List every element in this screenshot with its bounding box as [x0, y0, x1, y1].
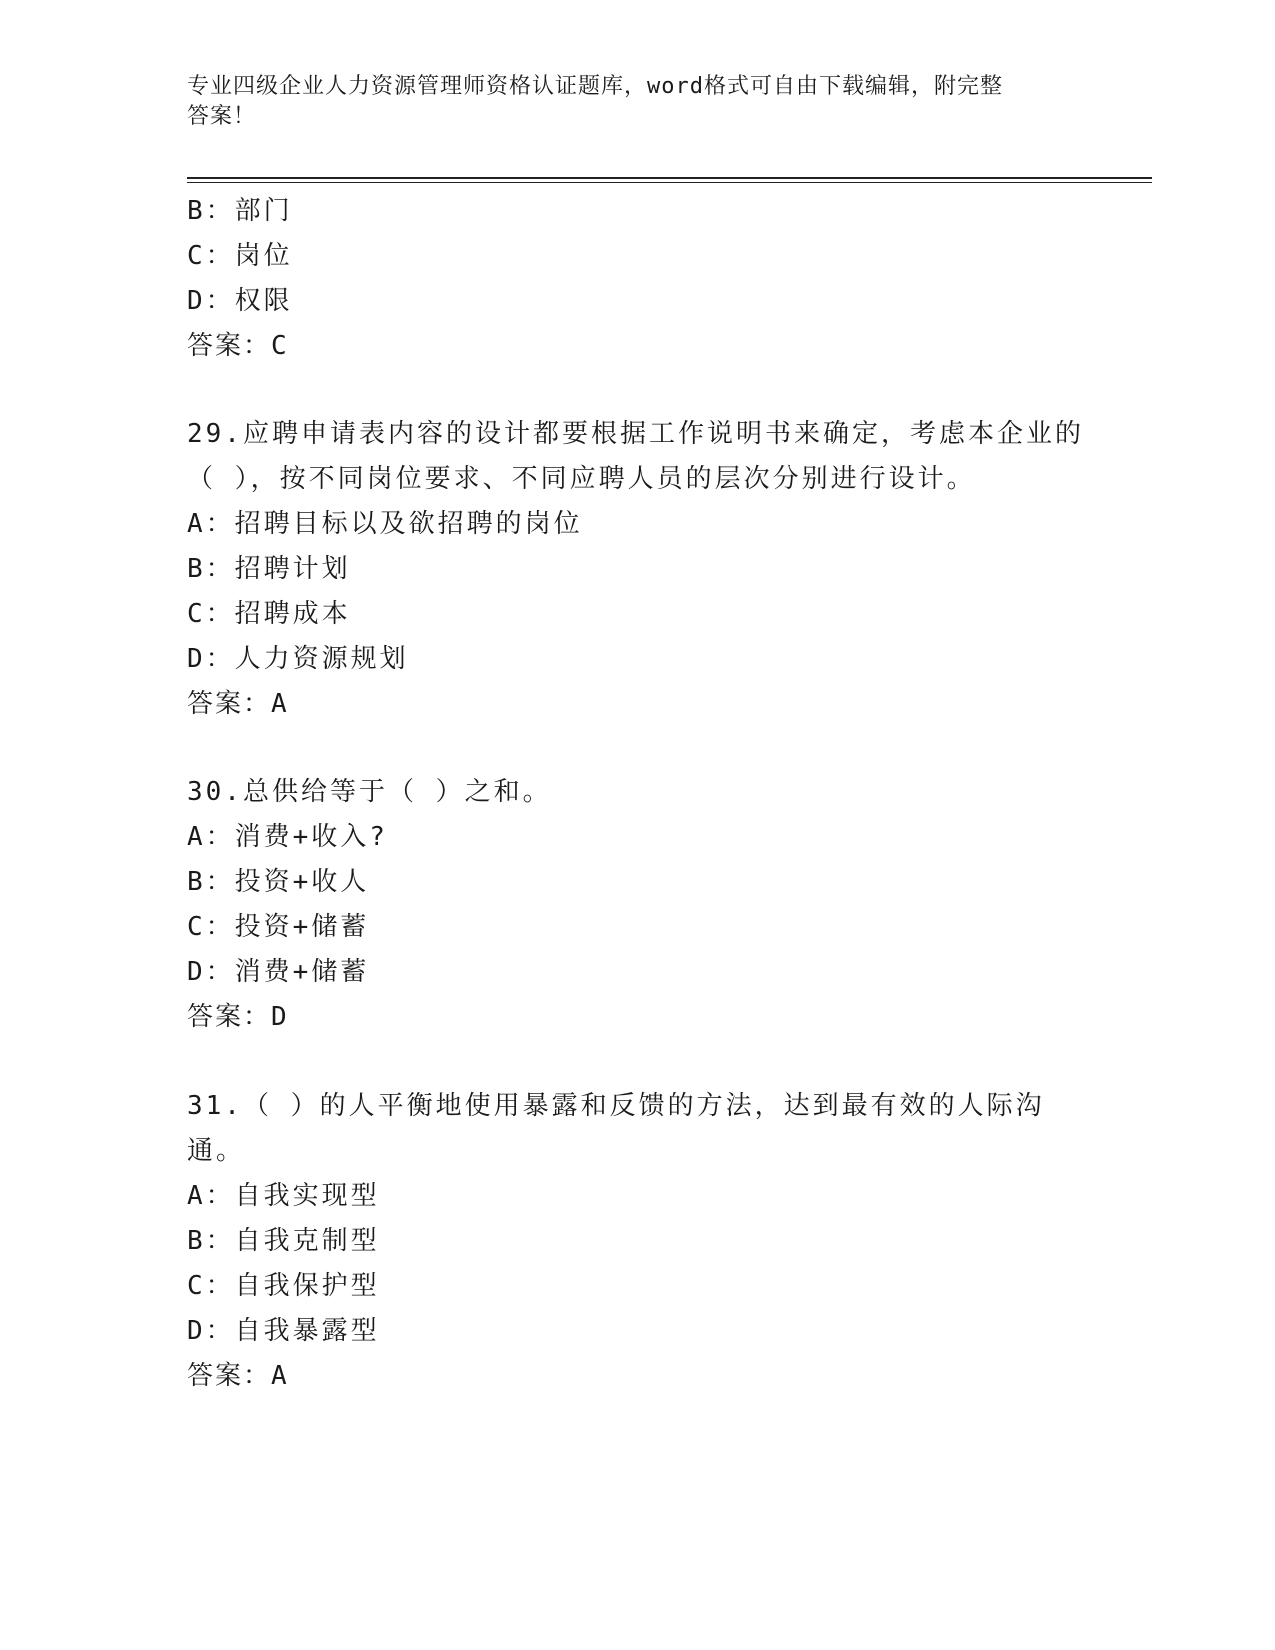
- q31-option-c: C：自我保护型: [187, 1271, 380, 1301]
- q29-option-a: A：招聘目标以及欲招聘的岗位: [187, 509, 583, 539]
- q30-option-b: B：投资+收人: [187, 867, 370, 897]
- q29-stem-line-2: （ ），按不同岗位要求、不同应聘人员的层次分别进行设计。: [187, 464, 976, 494]
- header-line-1: 专业四级企业人力资源管理师资格认证题库，word格式可自由下载编辑，附完整: [187, 74, 1003, 99]
- prev-option-c: C：岗位: [187, 241, 293, 271]
- q29-option-d: D：人力资源规划: [187, 644, 409, 674]
- q30-stem-line-1: 30.总供给等于（ ）之和。: [187, 777, 552, 807]
- prev-option-b: B：部门: [187, 196, 293, 226]
- q31-stem-line-2: 通。: [187, 1136, 246, 1166]
- q30-option-a: A：消费+收入?: [187, 822, 388, 852]
- header-line-2: 答案！: [187, 104, 257, 129]
- q30-option-d: D：消费+储蓄: [187, 957, 370, 987]
- q29-answer: 答案：A: [187, 689, 289, 719]
- q30-answer: 答案：D: [187, 1002, 289, 1032]
- q31-option-d: D：自我暴露型: [187, 1316, 380, 1346]
- prev-answer: 答案：C: [187, 331, 289, 361]
- q29-option-c: C：招聘成本: [187, 599, 351, 629]
- q31-option-a: A：自我实现型: [187, 1181, 380, 1211]
- q29-option-b: B：招聘计划: [187, 554, 351, 584]
- prev-option-d: D：权限: [187, 286, 293, 316]
- q29-stem-line-1: 29.应聘申请表内容的设计都要根据工作说明书来确定，考虑本企业的: [187, 419, 1084, 449]
- header-divider-top: [187, 177, 1152, 179]
- q31-option-b: B：自我克制型: [187, 1226, 380, 1256]
- q31-stem-line-1: 31.（ ）的人平衡地使用暴露和反馈的方法，达到最有效的人际沟: [187, 1091, 1045, 1121]
- q31-answer: 答案：A: [187, 1361, 289, 1391]
- header-divider-bottom: [187, 182, 1152, 183]
- q30-option-c: C：投资+储蓄: [187, 912, 370, 942]
- page-header: [187, 72, 1067, 132]
